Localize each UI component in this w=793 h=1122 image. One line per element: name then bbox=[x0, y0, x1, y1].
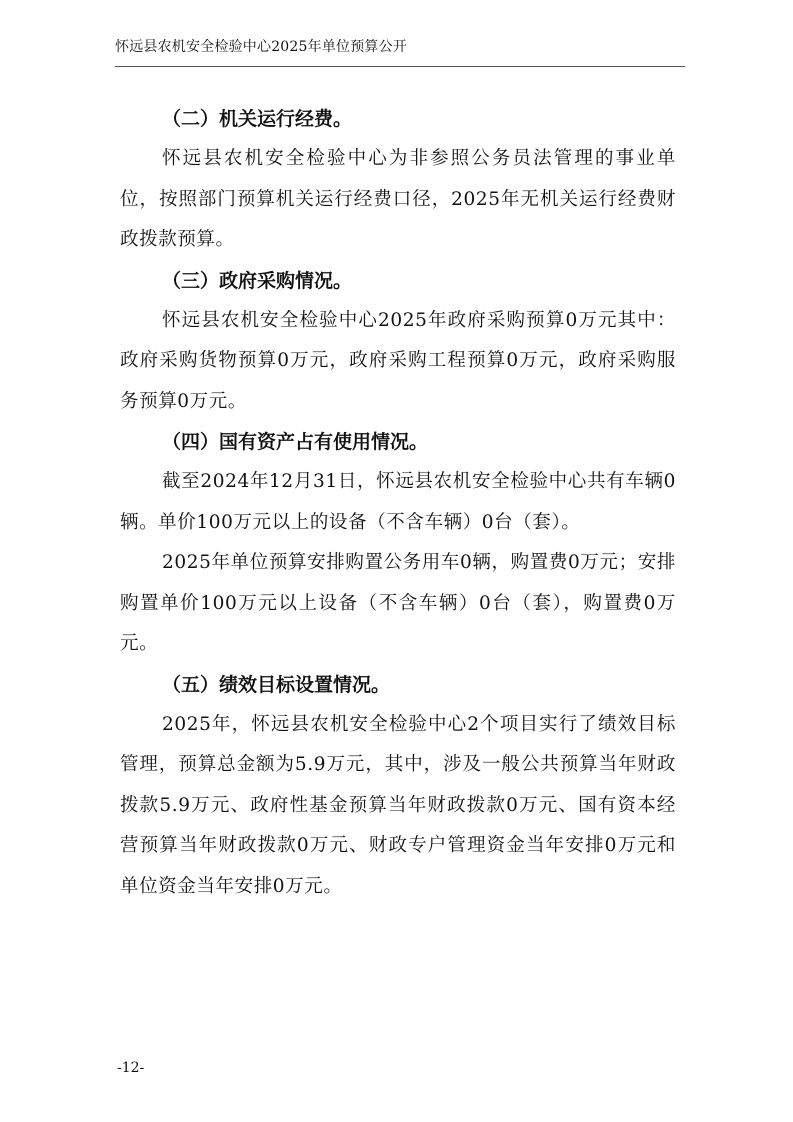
section-heading-performance-targets: （五）绩效目标设置情况。 bbox=[162, 673, 391, 696]
section-heading-operating-expenses: （二）机关运行经费。 bbox=[162, 108, 353, 130]
header-rule bbox=[115, 66, 685, 67]
section-heading-procurement: （三）政府采购情况。 bbox=[162, 269, 353, 292]
document-body bbox=[120, 99, 676, 907]
page-number: -12- bbox=[117, 1060, 145, 1076]
section-heading-state-assets: （四）国有资产占有使用情况。 bbox=[162, 431, 429, 453]
paragraph-performance-targets: 2025年，怀远县农机安全检验中心2个项目实行了绩效目标管理，预算总金额为5.9万元，其中，涉及一般公共预算当年财政拨款5.9万元、政府性基金预算当年财政拨款0万元、国有资本经营预算当年财政拨款0万元、财政专户管理资金当年安排0万元和单位资金当年安排0万元。 bbox=[120, 713, 676, 897]
paragraph-operating-expenses: 怀远县农机安全检验中心为非参照公务员法管理的事业单位，按照部门预算机关运行经费口径，2025年无机关运行经费财政拨款预算。 bbox=[120, 148, 676, 250]
paragraph-assets-purchase: 2025年单位预算安排购置公务用车0辆，购置费0万元；安排购置单价100万元以上设备（不含车辆）0台（套），购置费0万元。 bbox=[120, 552, 676, 654]
paragraph-assets-vehicles: 截至2024年12月31日，怀远县农机安全检验中心共有车辆0辆。单价100万元以上的设备（不含车辆）0台（套）。 bbox=[120, 471, 676, 533]
paragraph-procurement: 怀远县农机安全检验中心2025年政府采购预算0万元其中：政府采购货物预算0万元，政府采购工程预算0万元，政府采购服务预算0万元。 bbox=[120, 309, 676, 412]
running-header: 怀远县农机安全检验中心2025年单位预算公开 bbox=[115, 39, 408, 55]
